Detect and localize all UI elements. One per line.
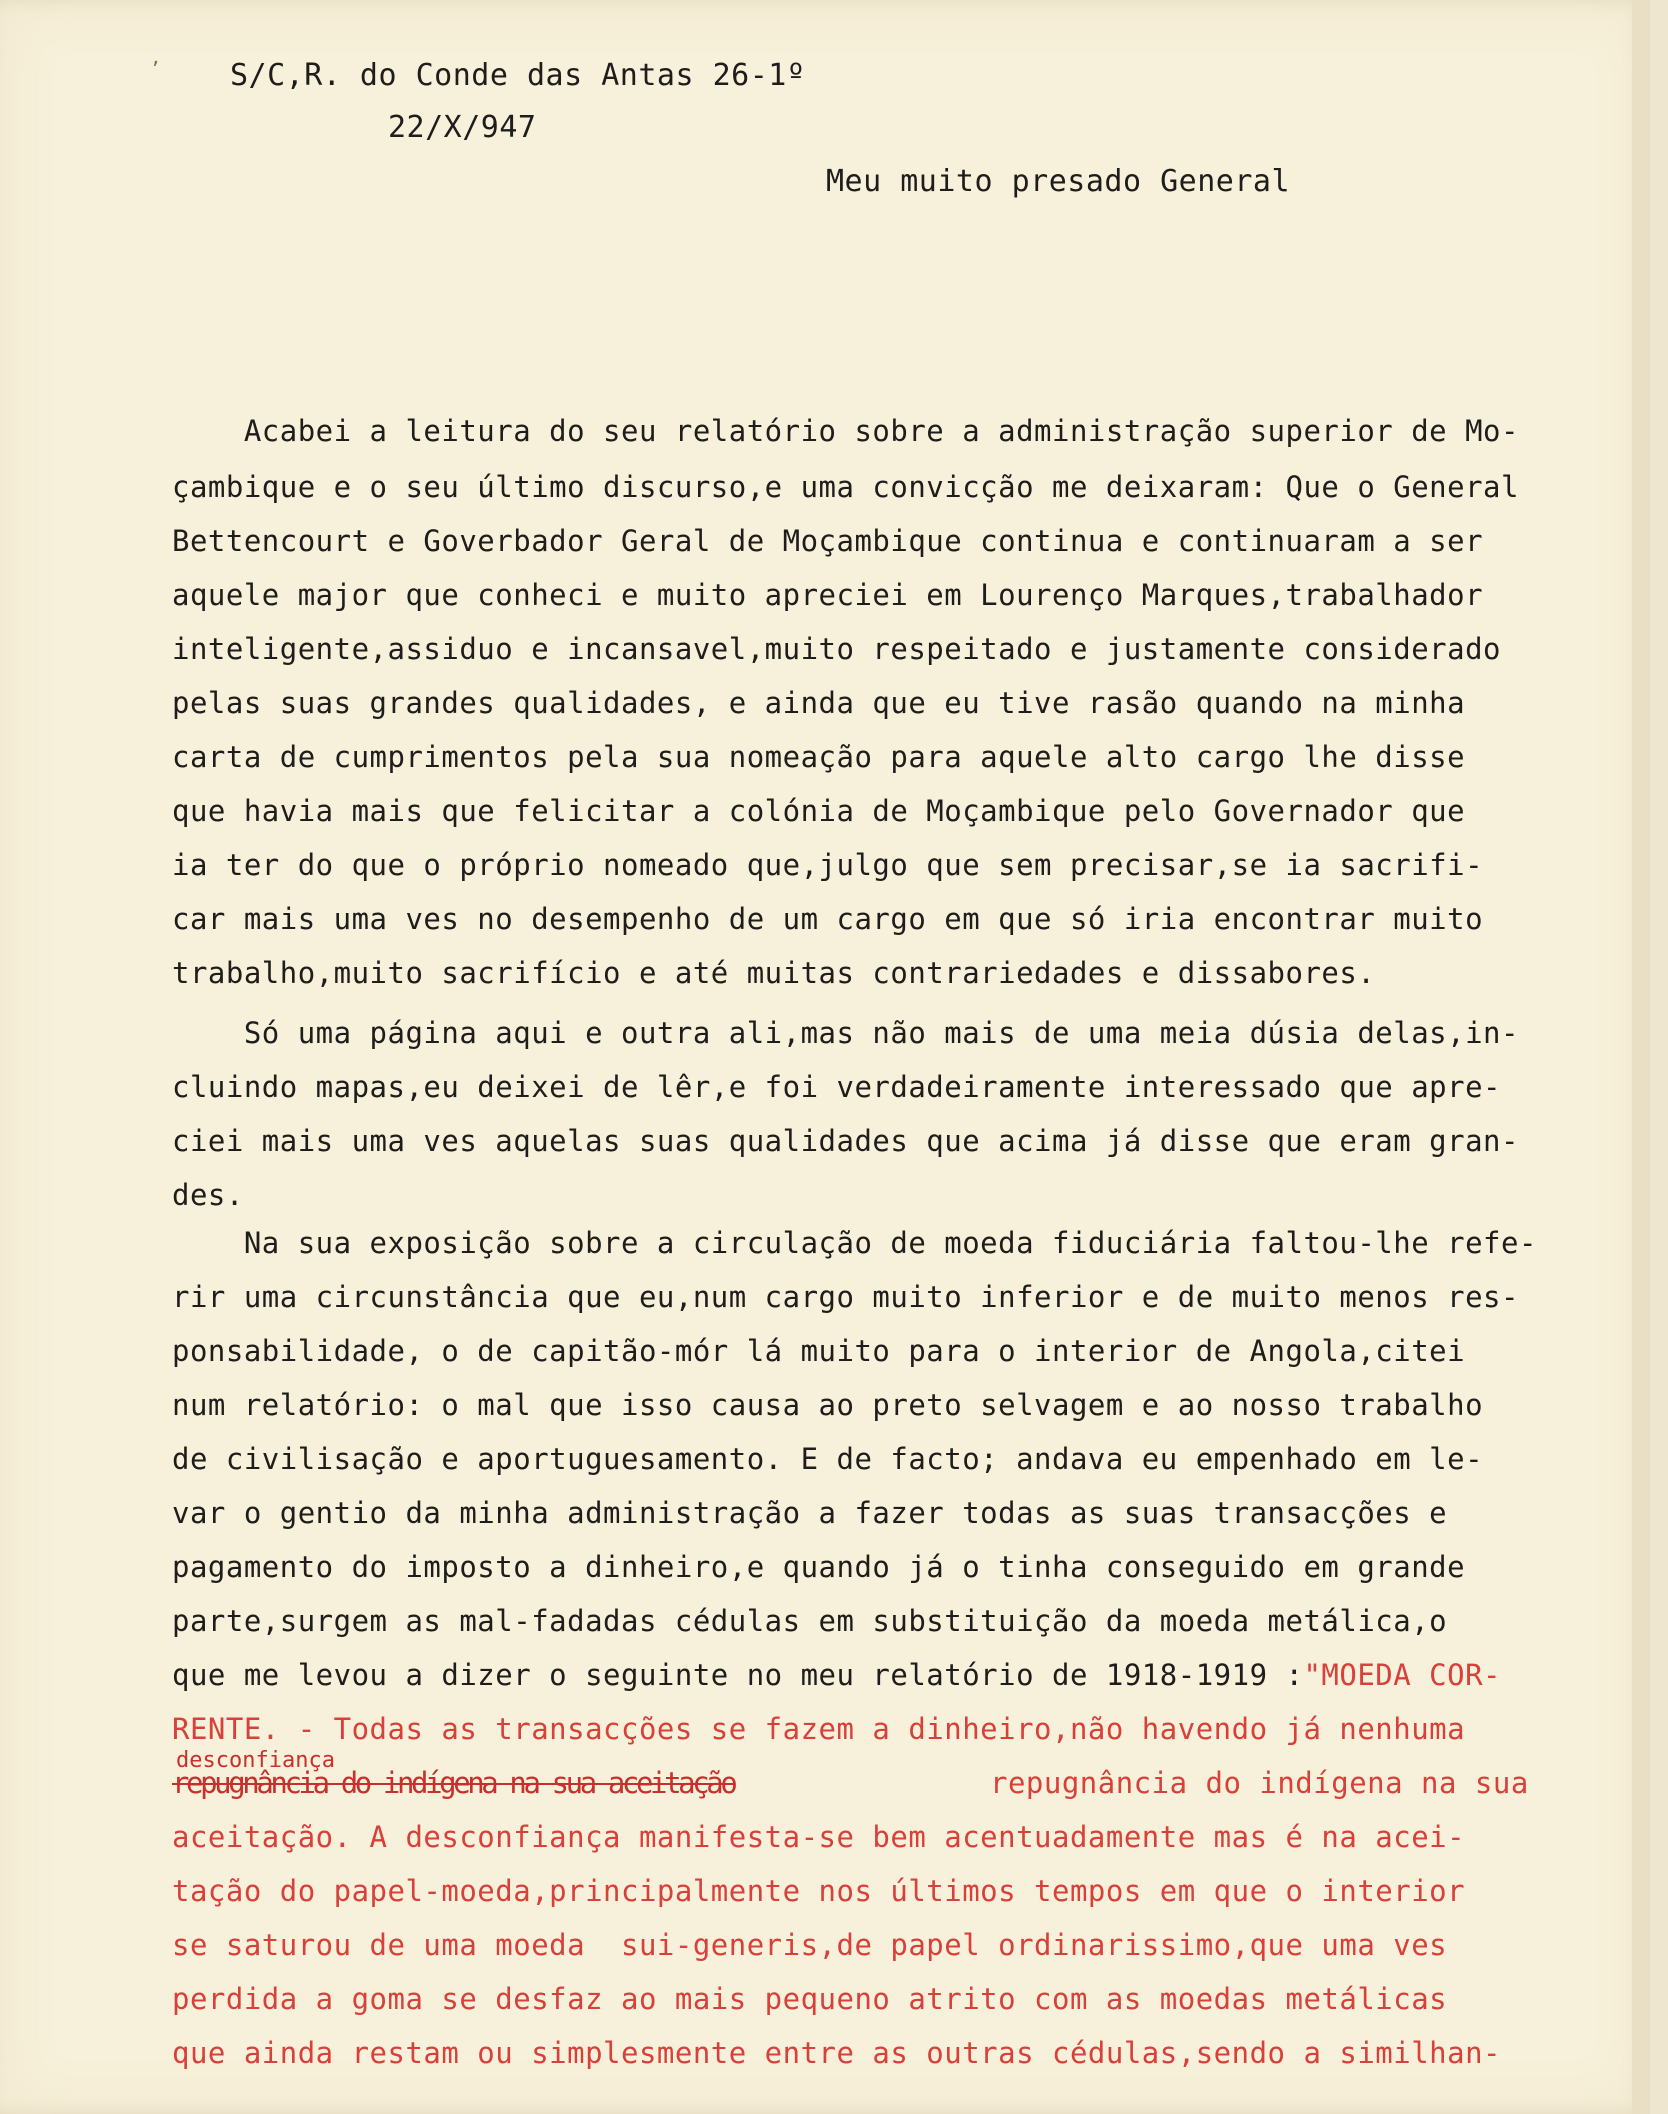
body-line: var o gentio da minha administração a fazer todas as suas transacções e: [172, 1496, 1448, 1530]
body-line: trabalho,muito sacrifício e até muitas contrariedades e dissabores.: [172, 956, 1376, 990]
body-line: cluindo mapas,eu deixei de lêr,e foi verdadeiramente interessado que apre-: [172, 1070, 1502, 1104]
overwritten-word: desconfiança: [176, 1748, 335, 1773]
quote-line: perdida a goma se desfaz ao mais pequeno atrito com as moedas metálicas: [172, 1982, 1448, 2016]
struck-out-text: [172, 1766, 734, 1800]
ink-mark: ʼ: [152, 58, 159, 83]
quote-line: RENTE. - Todas as transacções se fazem a dinheiro,não havendo já nenhuma: [172, 1712, 1466, 1746]
page-edge: [1632, 0, 1650, 2114]
body-line: pelas suas grandes qualidades, e ainda que eu tive rasão quando na minha: [172, 686, 1466, 720]
struck-text: repugnância do indígena na sua aceitação: [172, 1766, 735, 1800]
letter-date: 22/X/947: [388, 110, 537, 145]
body-line: Bettencourt e Goverbador Geral de Moçambique continua e continuaram a ser: [172, 524, 1484, 558]
body-line: inteligente,assiduo e incansavel,muito respeitado e justamente considerado: [172, 632, 1502, 666]
body-line: car mais uma ves no desempenho de um cargo em que só iria encontrar muito: [172, 902, 1484, 936]
body-line: num relatório: o mal que isso causa ao preto selvagem e ao nosso trabalho: [172, 1388, 1484, 1422]
body-line: Acabei a leitura do seu relatório sobre a administração superior de Mo-: [172, 414, 1519, 448]
body-line: de civilisação e aportuguesamento. E de facto; andava eu empenhado em le-: [172, 1442, 1484, 1476]
quote-line: que ainda restam ou simplesmente entre as outras cédulas,sendo a similhan-: [172, 2036, 1502, 2070]
quote-start: "MOEDA COR-: [1303, 1658, 1502, 1692]
body-line: que havia mais que felicitar a colónia de Moçambique pelo Governador que: [172, 794, 1466, 828]
body-line: Na sua exposição sobre a circulação de moeda fiduciária faltou-lhe refe-: [172, 1226, 1537, 1260]
salutation: Meu muito presado General: [826, 164, 1291, 199]
body-line: des.: [172, 1178, 244, 1212]
body-line: pagamento do imposto a dinheiro,e quando já o tinha conseguido em grande: [172, 1550, 1466, 1584]
quote-line: aceitação. A desconfiança manifesta-se bem acentuadamente mas é na acei-: [172, 1820, 1466, 1854]
body-line: aquele major que conheci e muito apreciei em Lourenço Marques,trabalhador: [172, 578, 1484, 612]
body-line: parte,surgem as mal-fadadas cédulas em substituição da moeda metálica,o: [172, 1604, 1448, 1638]
body-line: carta de cumprimentos pela sua nomeação para aquele alto cargo lhe disse: [172, 740, 1466, 774]
body-line-text: que me levou a dizer o seguinte no meu relatório de 1918-1919 :: [172, 1658, 1304, 1692]
body-line: ponsabilidade, o de capitão-mór lá muito para o interior de Angola,citei: [172, 1334, 1466, 1368]
body-line-last: [172, 1658, 1501, 1692]
quote-line: repugnância do indígena na sua: [990, 1766, 1529, 1800]
quote-line: tação do papel-moeda,principalmente nos últimos tempos em que o interior: [172, 1874, 1466, 1908]
body-line: ciei mais uma ves aquelas suas qualidades que acima já disse que eram gran-: [172, 1124, 1519, 1158]
quote-line: se saturou de uma moeda sui-generis,de papel ordinarissimo,que uma ves: [172, 1928, 1448, 1962]
body-line: Só uma página aqui e outra ali,mas não mais de uma meia dúsia delas,in-: [172, 1016, 1519, 1050]
sender-address: S/C,R. do Conde das Antas 26-1º: [230, 58, 806, 93]
body-line: rir uma circunstância que eu,num cargo muito inferior e de muito menos res-: [172, 1280, 1519, 1314]
body-line: çambique e o seu último discurso,e uma convicção me deixaram: Que o General: [172, 470, 1519, 504]
body-line: ia ter do que o próprio nomeado que,julgo que sem precisar,se ia sacrifi-: [172, 848, 1484, 882]
